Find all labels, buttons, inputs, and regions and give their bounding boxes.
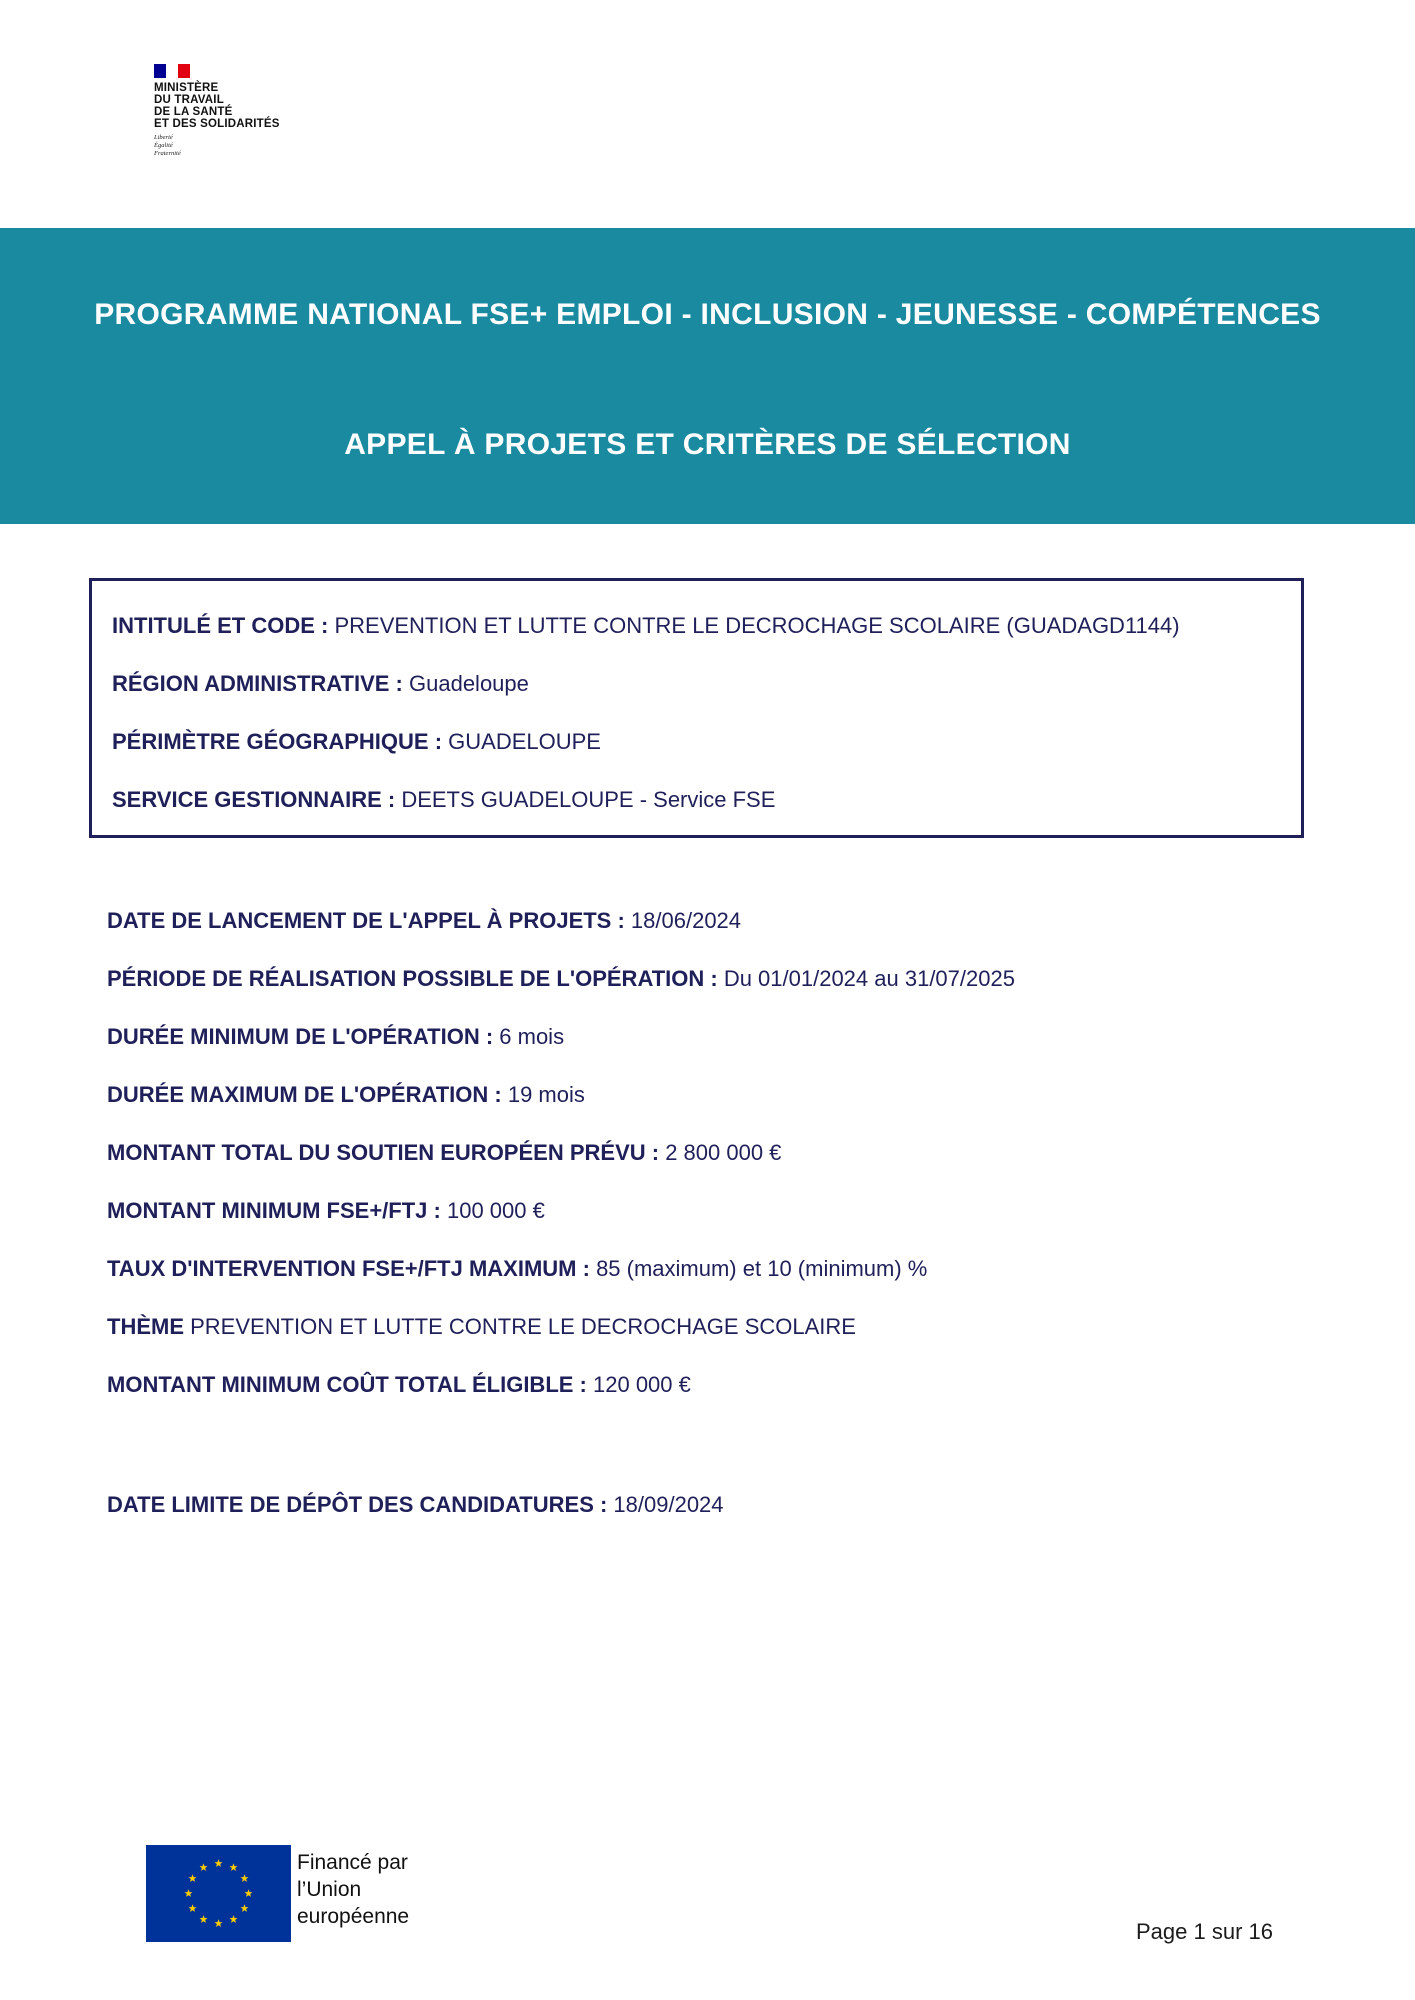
eu-text-line: l’Union — [297, 1878, 362, 1901]
field-value: GUADELOUPE — [448, 729, 601, 754]
eu-text-line: Financé par — [297, 1851, 408, 1874]
field-label: DATE LIMITE DE DÉPÔT DES CANDIDATURES : — [107, 1492, 614, 1517]
eu-funding-logo — [146, 1845, 409, 1942]
detail-min-eligible-cost — [107, 1372, 1307, 1430]
info-row-title-code — [112, 613, 1301, 671]
field-value: 100 000 € — [446, 1198, 545, 1223]
field-label: PÉRIMÈTRE GÉOGRAPHIQUE : — [112, 729, 449, 754]
motto-line: Liberté — [154, 134, 173, 141]
field-label: PÉRIODE DE RÉALISATION POSSIBLE DE L'OPÉRATION : — [107, 966, 724, 991]
info-row-perimeter — [112, 729, 1301, 787]
info-row-service — [112, 787, 1301, 845]
ministry-logo — [154, 64, 334, 158]
detail-min-amount — [107, 1198, 1307, 1256]
ministry-name — [154, 82, 334, 130]
ministry-line: ET DES SOLIDARITÉS — [154, 118, 280, 130]
call-info-box — [89, 578, 1304, 838]
field-label: TAUX D'INTERVENTION FSE+/FTJ MAXIMUM : — [107, 1256, 597, 1281]
programme-title: PROGRAMME NATIONAL FSE+ EMPLOI - INCLUSION - JEUNESSE - COMPÉTENCES — [94, 298, 1321, 331]
field-label: MONTANT MINIMUM COÛT TOTAL ÉLIGIBLE : — [107, 1372, 593, 1397]
field-label: SERVICE GESTIONNAIRE : — [112, 787, 402, 812]
call-details — [107, 908, 1307, 1430]
detail-period — [107, 966, 1307, 1024]
eu-text-line: européenne — [297, 1905, 410, 1928]
republic-motto — [154, 134, 334, 158]
field-value: 19 mois — [507, 1082, 585, 1107]
motto-line: Égalité — [154, 142, 173, 149]
ministry-line: DE LA SANTÉ — [154, 106, 233, 118]
detail-max-duration — [107, 1082, 1307, 1140]
field-value: 18/06/2024 — [630, 908, 742, 933]
detail-rate — [107, 1256, 1307, 1314]
field-value: 2 800 000 € — [665, 1140, 782, 1165]
field-label: MONTANT TOTAL DU SOUTIEN EUROPÉEN PRÉVU : — [107, 1140, 666, 1165]
field-value: 18/09/2024 — [613, 1492, 724, 1517]
field-label: DURÉE MAXIMUM DE L'OPÉRATION : — [107, 1082, 508, 1107]
field-label: DATE DE LANCEMENT DE L'APPEL À PROJETS : — [107, 908, 631, 933]
title-banner — [0, 228, 1415, 524]
field-value: 120 000 € — [593, 1372, 691, 1397]
field-label: THÈME — [107, 1314, 191, 1339]
field-label: MONTANT MINIMUM FSE+/FTJ : — [107, 1198, 447, 1223]
eu-flag-icon — [146, 1845, 291, 1942]
field-label: INTITULÉ ET CODE : — [112, 613, 335, 638]
field-value: Guadeloupe — [409, 671, 529, 696]
detail-min-duration — [107, 1024, 1307, 1082]
french-flag-icon — [154, 64, 190, 78]
field-value: PREVENTION ET LUTTE CONTRE LE DECROCHAGE SCOLAIRE (GUADAGD1144) — [334, 613, 1180, 638]
field-value: 6 mois — [499, 1024, 565, 1049]
field-value: Du 01/01/2024 au 31/07/2025 — [723, 966, 1015, 991]
field-label: DURÉE MINIMUM DE L'OPÉRATION : — [107, 1024, 500, 1049]
detail-deadline — [107, 1492, 724, 1550]
field-label: RÉGION ADMINISTRATIVE : — [112, 671, 409, 696]
detail-launch-date — [107, 908, 1307, 966]
motto-line: Fraternité — [154, 150, 181, 157]
field-value: PREVENTION ET LUTTE CONTRE LE DECROCHAGE SCOLAIRE — [190, 1314, 856, 1339]
detail-total-support — [107, 1140, 1307, 1198]
page-number: Page 1 sur 16 — [1136, 1919, 1273, 1944]
detail-theme — [107, 1314, 1307, 1372]
info-row-region — [112, 671, 1301, 729]
field-value: 85 (maximum) et 10 (minimum) % — [596, 1256, 928, 1281]
ministry-line: DU TRAVAIL — [154, 94, 224, 106]
ministry-line: MINISTÈRE — [154, 82, 219, 94]
document-subtitle: APPEL À PROJETS ET CRITÈRES DE SÉLECTION — [344, 428, 1071, 461]
eu-funding-text — [297, 1849, 409, 1930]
field-value: DEETS GUADELOUPE - Service FSE — [401, 787, 776, 812]
